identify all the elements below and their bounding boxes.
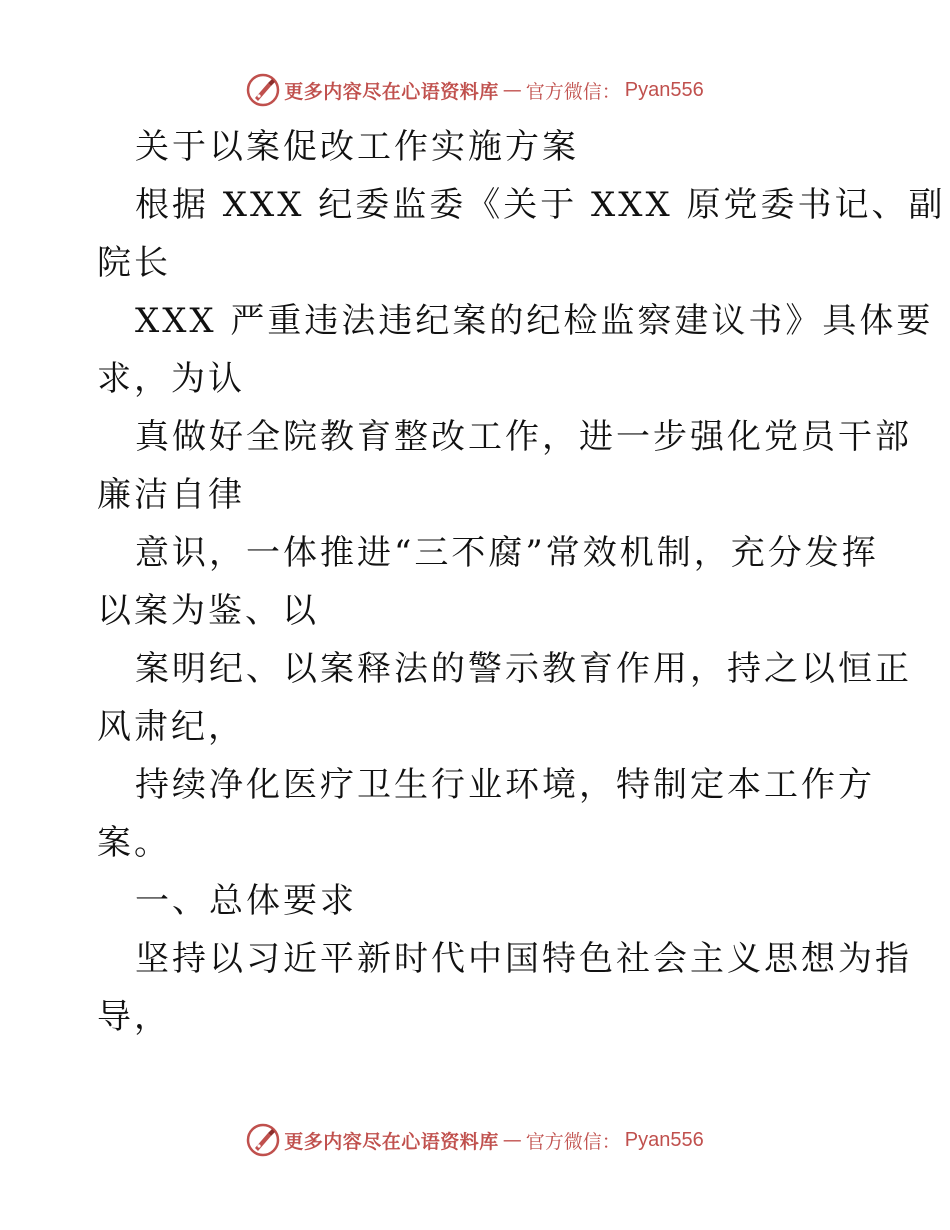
document-line: 关于以案促改工作实施方案	[135, 127, 579, 167]
document-line: 求，为认	[97, 359, 245, 399]
document-line: 根据 XXX 纪委监委《关于 XXX 原党委书记、副	[135, 185, 946, 225]
document-line: 导，	[97, 997, 171, 1037]
document-line: 案明纪、以案释法的警示教育作用，持之以恒正	[135, 649, 912, 689]
banner-separator: —	[502, 1129, 522, 1151]
banner-separator: —	[502, 79, 522, 101]
document-line: 意识，一体推进“三不腐”常效机制，充分发挥	[135, 533, 879, 573]
document-line: 案。	[97, 823, 171, 863]
banner-wechat-id: Pyan556	[624, 78, 704, 101]
document-line: 以案为鉴、以	[97, 591, 319, 631]
pen-logo-icon	[246, 73, 280, 107]
banner-wechat-label: 官方微信：	[525, 80, 621, 103]
document-line: 风肃纪，	[97, 707, 245, 747]
banner-wechat-id: Pyan556	[624, 1128, 704, 1151]
document-line: XXX 严重违法违纪案的纪检监察建议书》具体要	[135, 301, 934, 341]
document-line: 真做好全院教育整改工作，进一步强化党员干部	[135, 417, 912, 457]
document-body	[97, 118, 946, 1046]
document-line: 院长	[97, 243, 171, 283]
document-line: 廉洁自律	[97, 475, 245, 515]
document-line: 持续净化医疗卫生行业环境，特制定本工作方	[135, 765, 875, 805]
banner-text: 更多内容尽在心语资料库	[284, 80, 499, 103]
document-line: 坚持以习近平新时代中国特色社会主义思想为指	[135, 939, 912, 979]
banner-wechat-label: 官方微信：	[525, 1130, 621, 1153]
footer-watermark-banner	[0, 1120, 950, 1160]
banner-text: 更多内容尽在心语资料库	[284, 1130, 499, 1153]
document-line: 一、总体要求	[135, 881, 357, 921]
header-watermark-banner	[0, 70, 950, 110]
pen-logo-icon	[246, 1123, 280, 1157]
